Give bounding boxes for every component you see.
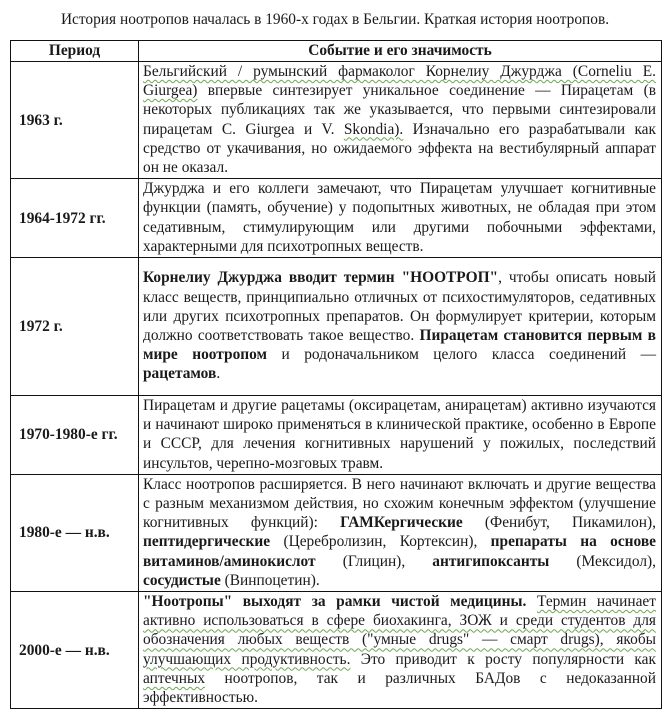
event-text: , чтобы описать новый класс веществ, принципиально отличных от психостимуляторов, седативных или других психотропных препаратов. Он формулирует критерии, которым должно соответствовать такое вещество. [143, 269, 656, 345]
bold-text: препараты на основе витаминов/аминокислот [143, 533, 656, 570]
table-row [11, 179, 662, 258]
event-text: (Церебролизин, Кортексин), [270, 533, 491, 551]
period-cell: 1963 г. [11, 62, 139, 179]
header-period: Период [11, 41, 139, 62]
period-cell: 1980-е — н.в. [11, 474, 139, 591]
table-row [11, 62, 662, 179]
bold-text: пептидергические [143, 533, 271, 551]
event-text: (Глицин), [315, 552, 433, 570]
table-row [11, 258, 662, 396]
event-text: Это приводит к росту популярности как [350, 650, 656, 668]
table-row [11, 592, 662, 709]
table-row [11, 396, 662, 475]
bold-text: рацетамов [143, 365, 217, 383]
event-text: Изначально его разрабатывали как средство от укачивания, но ожидаемого эффекта на вестибулярный аппарат он не оказал. [143, 120, 656, 177]
event-cell [139, 592, 662, 709]
event-text: Джурджа и его коллеги замечают, что Пирацетам улучшает когнитивные функции (память, обучение) у подопытных животных, не обладая при этом седативным, стимулирующим или другими побочными эффектами, характерными для психотропных веществ. [143, 180, 656, 255]
event-cell [139, 258, 662, 396]
document-caption: История ноотропов началась в 1960-х годах в Бельгии. Краткая история ноотропов. [60, 11, 610, 28]
table-row [11, 474, 662, 591]
bold-text: Пирацетам становится первым в мире ноотропом [143, 327, 656, 364]
event-text: Класс ноотропов расширяется. В него начинают включать и другие вещества с разным механизмом действия, но схожим конечным эффектом (улучшение когнитивных функций): [143, 475, 656, 532]
event-text: Пирацетам и другие рацетамы (оксирацетам, анирацетам) активно изучаются и начинают широко применяться в клинической практике, особенно в Европе и СССР, для лечения когнитивных нарушений у пожилых, последствий инсультов, черепно-мозговых травм. [143, 397, 656, 472]
period-cell: 1964-1972 гг. [11, 179, 139, 258]
period-cell: 1970-1980-е гг. [11, 396, 139, 475]
event-cell [139, 62, 662, 179]
header-event: Событие и его значимость [139, 41, 662, 62]
event-text: аптечных [143, 669, 206, 687]
bold-text: "Ноотропы" выходят за рамки чистой медицины. [143, 593, 527, 611]
event-text: и родоначальником целого класса соединений — [267, 346, 657, 364]
event-text [526, 593, 537, 610]
bold-text: антигипоксанты [432, 552, 550, 570]
event-text: Термин начинает активно использоваться в сфере биохакинга, ЗОЖ и среди студентов для обозначения любых веществ ("умные drugs" — смарт drugs), якобы улучшающих продуктивность. [143, 593, 656, 668]
event-text: (Мексидол), [549, 552, 656, 570]
period-cell: 1972 г. [11, 258, 139, 396]
event-text: впервые синтезирует уникальное соединение — Пирацетам (в некоторых публикациях так же указывается, что первыми синтезировали пирацетам C. Giurgea и V. [143, 82, 656, 138]
event-text: . [216, 365, 221, 383]
event-text: (Фенибут, Пикамилон), [462, 514, 656, 532]
bold-text: Корнелиу Джурджа вводит термин "НООТРОП" [143, 269, 499, 287]
event-text: (Винпоцетин). [220, 571, 320, 589]
event-cell [139, 396, 662, 475]
event-text: ноотропов, так и различных БАДов с недоказанной эффективностью. [143, 669, 656, 707]
event-text: Бельгийский / румынский фармаколог Корнелиу Джурджа (Corneliu E. Giurgea) [143, 63, 656, 100]
event-cell [139, 474, 662, 591]
bold-text: сосудистые [143, 571, 221, 589]
event-cell [139, 179, 662, 258]
period-cell: 2000-е — н.в. [11, 592, 139, 709]
bold-text: ГАМКергические [340, 514, 463, 532]
nootropics-history-table [10, 40, 662, 709]
event-text: Skondia). [343, 120, 404, 138]
table-header-row [11, 41, 662, 62]
